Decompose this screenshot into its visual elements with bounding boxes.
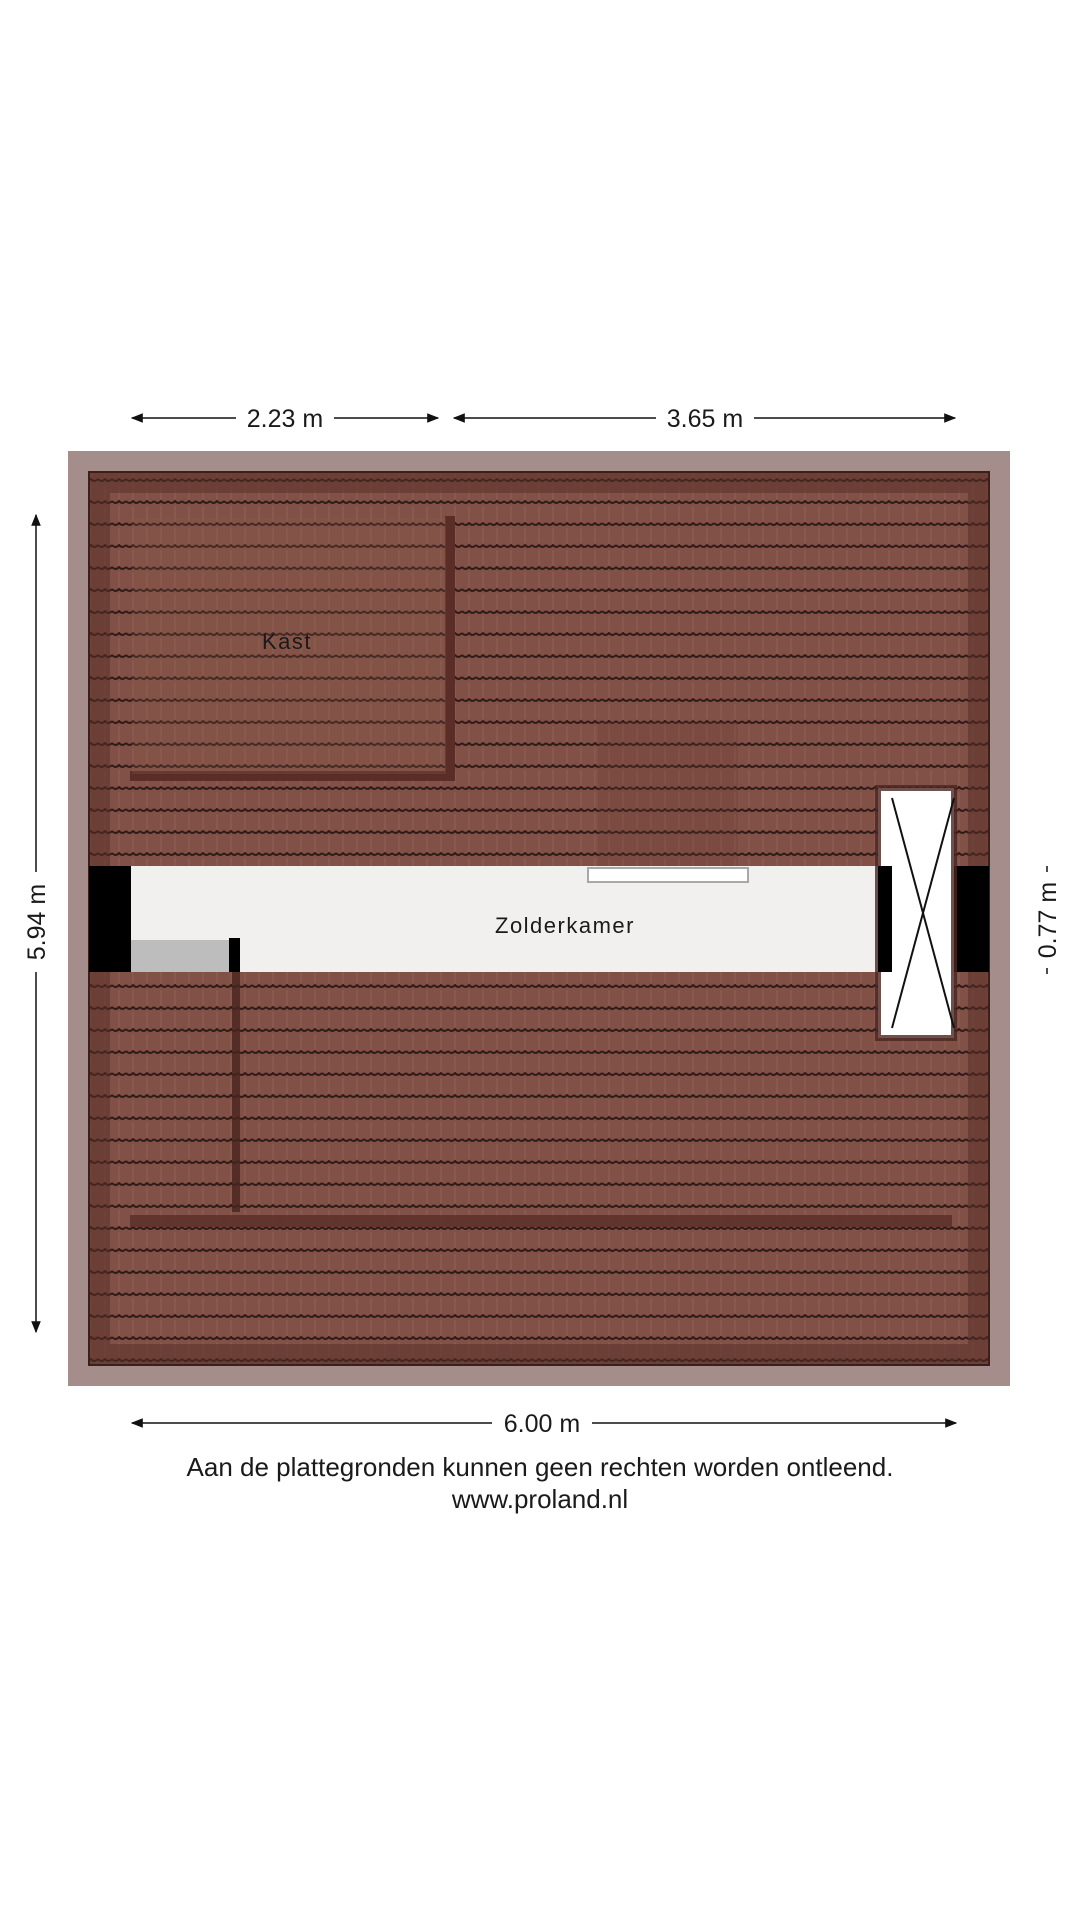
dimension-label-left: 5.94 m [23,883,51,961]
dimension-top-left [132,405,438,433]
dimension-right [1034,866,1062,974]
dimension-label-top-right: 3.65 m [666,405,744,433]
room-label-zolderkamer: Zolderkamer [495,913,635,938]
dimension-top-right [454,405,955,433]
dimension-left [23,515,51,1332]
dimension-bottom [132,1410,956,1438]
dimension-label-bottom: 6.00 m [503,1410,581,1438]
website-link[interactable]: www.proland.nl [451,1484,629,1514]
room-label-kast: Kast [261,629,313,654]
dimension-label-top-left: 2.23 m [246,405,324,433]
stair-hatch [878,788,954,1038]
dimension-label-right: 0.77 m [1034,881,1062,959]
disclaimer-text: Aan de plattegronden kunnen geen rechten worden ontleend. [186,1452,894,1482]
